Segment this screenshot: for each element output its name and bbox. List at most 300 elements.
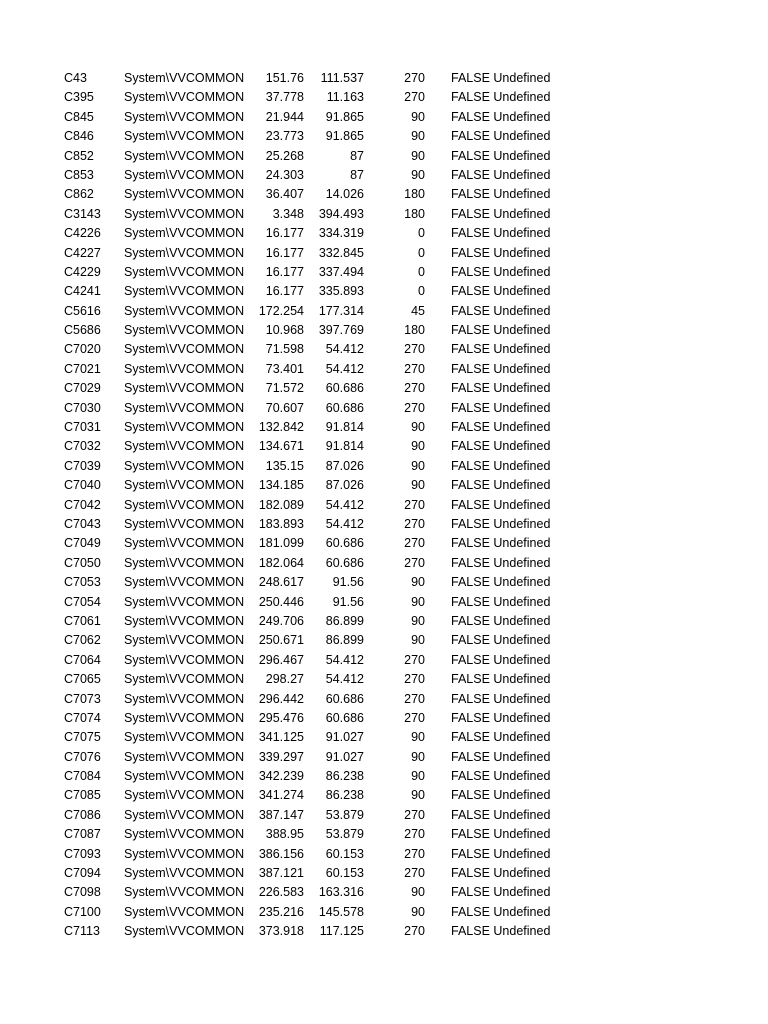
designator-cell: C7020 bbox=[64, 342, 101, 357]
table-row bbox=[0, 302, 768, 321]
table-row bbox=[0, 263, 768, 282]
y-cell: 60.686 bbox=[325, 381, 364, 396]
path-cell: System\VVCOMMON bbox=[124, 807, 244, 822]
status-value: Undefined bbox=[493, 226, 551, 241]
x-cell: 341.274 bbox=[258, 788, 304, 803]
path-cell: System\VVCOMMON bbox=[124, 904, 244, 919]
table-row bbox=[0, 69, 768, 88]
status-value: Undefined bbox=[493, 129, 551, 144]
x-cell: 10.968 bbox=[265, 323, 304, 338]
rotation-cell: 90 bbox=[411, 109, 425, 124]
rotation-cell: 90 bbox=[411, 167, 425, 182]
status-value: Undefined bbox=[493, 710, 551, 725]
x-cell: 388.95 bbox=[265, 827, 304, 842]
path-cell: System\VVCOMMON bbox=[124, 516, 244, 531]
status-value: Undefined bbox=[493, 400, 551, 415]
status-value: Undefined bbox=[493, 303, 551, 318]
designator-cell: C7074 bbox=[64, 710, 101, 725]
x-cell: 342.239 bbox=[258, 769, 304, 784]
flag-cell bbox=[451, 360, 550, 379]
x-cell: 71.598 bbox=[265, 342, 304, 357]
designator-cell: C7054 bbox=[64, 594, 101, 609]
table-row bbox=[0, 845, 768, 864]
table-row bbox=[0, 224, 768, 243]
rotation-cell: 90 bbox=[411, 769, 425, 784]
path-cell: System\VVCOMMON bbox=[124, 206, 244, 221]
rotation-cell: 0 bbox=[418, 245, 425, 260]
table-row bbox=[0, 166, 768, 185]
x-cell: 16.177 bbox=[265, 284, 304, 299]
table-row bbox=[0, 748, 768, 767]
flag-value: FALSE bbox=[451, 866, 490, 881]
path-cell: System\VVCOMMON bbox=[124, 264, 244, 279]
designator-cell: C7030 bbox=[64, 400, 101, 415]
flag-cell bbox=[451, 185, 550, 204]
table-row bbox=[0, 806, 768, 825]
rotation-cell: 270 bbox=[404, 381, 425, 396]
flag-value: FALSE bbox=[451, 924, 490, 939]
flag-cell bbox=[451, 825, 550, 844]
x-cell: 248.617 bbox=[258, 575, 304, 590]
y-cell: 177.314 bbox=[318, 303, 364, 318]
flag-value: FALSE bbox=[451, 206, 490, 221]
flag-value: FALSE bbox=[451, 264, 490, 279]
path-cell: System\VVCOMMON bbox=[124, 497, 244, 512]
rotation-cell: 0 bbox=[418, 284, 425, 299]
y-cell: 54.412 bbox=[325, 361, 364, 376]
table-row bbox=[0, 593, 768, 612]
table-row bbox=[0, 612, 768, 631]
rotation-cell: 90 bbox=[411, 730, 425, 745]
y-cell: 91.56 bbox=[332, 594, 364, 609]
status-value: Undefined bbox=[493, 187, 551, 202]
flag-value: FALSE bbox=[451, 148, 490, 163]
designator-cell: C7050 bbox=[64, 555, 101, 570]
y-cell: 60.686 bbox=[325, 400, 364, 415]
flag-cell bbox=[451, 418, 550, 437]
flag-cell bbox=[451, 457, 550, 476]
path-cell: System\VVCOMMON bbox=[124, 827, 244, 842]
flag-value: FALSE bbox=[451, 71, 490, 85]
y-cell: 332.845 bbox=[318, 245, 364, 260]
table-row bbox=[0, 786, 768, 805]
designator-cell: C7064 bbox=[64, 652, 101, 667]
x-cell: 73.401 bbox=[265, 361, 304, 376]
flag-cell bbox=[451, 476, 550, 495]
path-cell: System\VVCOMMON bbox=[124, 342, 244, 357]
flag-cell bbox=[451, 321, 550, 340]
status-value: Undefined bbox=[493, 691, 551, 706]
rotation-cell: 270 bbox=[404, 90, 425, 105]
rotation-cell: 90 bbox=[411, 458, 425, 473]
designator-cell: C3143 bbox=[64, 206, 101, 221]
x-cell: 134.671 bbox=[258, 439, 304, 454]
path-cell: System\VVCOMMON bbox=[124, 555, 244, 570]
flag-cell bbox=[451, 302, 550, 321]
status-value: Undefined bbox=[493, 148, 551, 163]
flag-value: FALSE bbox=[451, 788, 490, 803]
x-cell: 387.121 bbox=[258, 866, 304, 881]
designator-cell: C7073 bbox=[64, 691, 101, 706]
table-row bbox=[0, 108, 768, 127]
flag-value: FALSE bbox=[451, 807, 490, 822]
flag-cell bbox=[451, 399, 550, 418]
path-cell: System\VVCOMMON bbox=[124, 749, 244, 764]
rotation-cell: 0 bbox=[418, 226, 425, 241]
status-value: Undefined bbox=[493, 866, 551, 881]
y-cell: 87 bbox=[350, 167, 364, 182]
flag-cell bbox=[451, 864, 550, 883]
table-row bbox=[0, 903, 768, 922]
flag-value: FALSE bbox=[451, 749, 490, 764]
flag-value: FALSE bbox=[451, 245, 490, 260]
table-row bbox=[0, 690, 768, 709]
rotation-cell: 90 bbox=[411, 575, 425, 590]
designator-cell: C43 bbox=[64, 71, 87, 85]
status-value: Undefined bbox=[493, 71, 551, 85]
flag-cell bbox=[451, 612, 550, 631]
designator-cell: C4241 bbox=[64, 284, 101, 299]
path-cell: System\VVCOMMON bbox=[124, 439, 244, 454]
designator-cell: C846 bbox=[64, 129, 94, 144]
table-row bbox=[0, 282, 768, 301]
path-cell: System\VVCOMMON bbox=[124, 187, 244, 202]
flag-value: FALSE bbox=[451, 633, 490, 648]
path-cell: System\VVCOMMON bbox=[124, 788, 244, 803]
y-cell: 91.56 bbox=[332, 575, 364, 590]
path-cell: System\VVCOMMON bbox=[124, 90, 244, 105]
flag-cell bbox=[451, 651, 550, 670]
x-cell: 16.177 bbox=[265, 226, 304, 241]
y-cell: 87.026 bbox=[325, 458, 364, 473]
table-row bbox=[0, 244, 768, 263]
y-cell: 60.686 bbox=[325, 691, 364, 706]
path-cell: System\VVCOMMON bbox=[124, 361, 244, 376]
rotation-cell: 90 bbox=[411, 749, 425, 764]
rotation-cell: 270 bbox=[404, 652, 425, 667]
status-value: Undefined bbox=[493, 924, 551, 939]
flag-value: FALSE bbox=[451, 769, 490, 784]
y-cell: 60.686 bbox=[325, 536, 364, 551]
rotation-cell: 270 bbox=[404, 516, 425, 531]
flag-cell bbox=[451, 147, 550, 166]
flag-cell bbox=[451, 631, 550, 650]
status-value: Undefined bbox=[493, 807, 551, 822]
status-value: Undefined bbox=[493, 594, 551, 609]
y-cell: 54.412 bbox=[325, 516, 364, 531]
table-row bbox=[0, 534, 768, 553]
x-cell: 298.27 bbox=[265, 672, 304, 687]
y-cell: 60.153 bbox=[325, 866, 364, 881]
flag-cell bbox=[451, 786, 550, 805]
table-row bbox=[0, 399, 768, 418]
table-row bbox=[0, 554, 768, 573]
x-cell: 37.778 bbox=[265, 90, 304, 105]
designator-cell: C852 bbox=[64, 148, 94, 163]
designator-cell: C4227 bbox=[64, 245, 101, 260]
status-value: Undefined bbox=[493, 420, 551, 435]
y-cell: 53.879 bbox=[325, 827, 364, 842]
table-row bbox=[0, 205, 768, 224]
status-value: Undefined bbox=[493, 904, 551, 919]
y-cell: 163.316 bbox=[318, 885, 364, 900]
table-row bbox=[0, 476, 768, 495]
y-cell: 53.879 bbox=[325, 807, 364, 822]
flag-value: FALSE bbox=[451, 827, 490, 842]
y-cell: 54.412 bbox=[325, 652, 364, 667]
spreadsheet-table bbox=[0, 69, 768, 942]
rotation-cell: 90 bbox=[411, 478, 425, 493]
x-cell: 24.303 bbox=[265, 167, 304, 182]
x-cell: 21.944 bbox=[265, 109, 304, 124]
x-cell: 250.446 bbox=[258, 594, 304, 609]
y-cell: 60.686 bbox=[325, 555, 364, 570]
rotation-cell: 270 bbox=[404, 497, 425, 512]
y-cell: 86.899 bbox=[325, 613, 364, 628]
designator-cell: C7031 bbox=[64, 420, 101, 435]
rotation-cell: 270 bbox=[404, 361, 425, 376]
flag-cell bbox=[451, 379, 550, 398]
designator-cell: C7098 bbox=[64, 885, 101, 900]
path-cell: System\VVCOMMON bbox=[124, 633, 244, 648]
flag-cell bbox=[451, 670, 550, 689]
table-row bbox=[0, 670, 768, 689]
designator-cell: C7029 bbox=[64, 381, 101, 396]
status-value: Undefined bbox=[493, 439, 551, 454]
status-value: Undefined bbox=[493, 749, 551, 764]
rotation-cell: 90 bbox=[411, 885, 425, 900]
status-value: Undefined bbox=[493, 361, 551, 376]
table-row bbox=[0, 883, 768, 902]
y-cell: 91.027 bbox=[325, 730, 364, 745]
flag-cell bbox=[451, 282, 550, 301]
flag-cell bbox=[451, 205, 550, 224]
y-cell: 60.686 bbox=[325, 710, 364, 725]
flag-cell bbox=[451, 108, 550, 127]
status-value: Undefined bbox=[493, 458, 551, 473]
path-cell: System\VVCOMMON bbox=[124, 284, 244, 299]
flag-value: FALSE bbox=[451, 400, 490, 415]
table-row bbox=[0, 864, 768, 883]
status-value: Undefined bbox=[493, 342, 551, 357]
flag-cell bbox=[451, 573, 550, 592]
x-cell: 25.268 bbox=[265, 148, 304, 163]
table-row bbox=[0, 515, 768, 534]
rotation-cell: 90 bbox=[411, 613, 425, 628]
flag-cell bbox=[451, 709, 550, 728]
flag-cell bbox=[451, 263, 550, 282]
rotation-cell: 270 bbox=[404, 555, 425, 570]
status-value: Undefined bbox=[493, 478, 551, 493]
flag-cell bbox=[451, 496, 550, 515]
y-cell: 14.026 bbox=[325, 187, 364, 202]
designator-cell: C4229 bbox=[64, 264, 101, 279]
flag-value: FALSE bbox=[451, 381, 490, 396]
status-value: Undefined bbox=[493, 575, 551, 590]
designator-cell: C853 bbox=[64, 167, 94, 182]
flag-cell bbox=[451, 728, 550, 747]
designator-cell: C7076 bbox=[64, 749, 101, 764]
flag-value: FALSE bbox=[451, 129, 490, 144]
flag-cell bbox=[451, 748, 550, 767]
y-cell: 91.865 bbox=[325, 109, 364, 124]
path-cell: System\VVCOMMON bbox=[124, 866, 244, 881]
y-cell: 334.319 bbox=[318, 226, 364, 241]
status-value: Undefined bbox=[493, 613, 551, 628]
rotation-cell: 90 bbox=[411, 129, 425, 144]
table-row bbox=[0, 651, 768, 670]
designator-cell: C7061 bbox=[64, 613, 101, 628]
status-value: Undefined bbox=[493, 672, 551, 687]
flag-cell bbox=[451, 806, 550, 825]
path-cell: System\VVCOMMON bbox=[124, 167, 244, 182]
flag-cell bbox=[451, 922, 550, 941]
status-value: Undefined bbox=[493, 516, 551, 531]
path-cell: System\VVCOMMON bbox=[124, 924, 244, 939]
rotation-cell: 180 bbox=[404, 206, 425, 221]
status-value: Undefined bbox=[493, 885, 551, 900]
flag-cell bbox=[451, 883, 550, 902]
flag-value: FALSE bbox=[451, 904, 490, 919]
flag-cell bbox=[451, 340, 550, 359]
y-cell: 91.814 bbox=[325, 420, 364, 435]
path-cell: System\VVCOMMON bbox=[124, 245, 244, 260]
x-cell: 295.476 bbox=[258, 710, 304, 725]
x-cell: 373.918 bbox=[258, 924, 304, 939]
status-value: Undefined bbox=[493, 555, 551, 570]
x-cell: 386.156 bbox=[258, 846, 304, 861]
status-value: Undefined bbox=[493, 652, 551, 667]
designator-cell: C7087 bbox=[64, 827, 101, 842]
path-cell: System\VVCOMMON bbox=[124, 536, 244, 551]
designator-cell: C7062 bbox=[64, 633, 101, 648]
rotation-cell: 90 bbox=[411, 148, 425, 163]
flag-value: FALSE bbox=[451, 652, 490, 667]
path-cell: System\VVCOMMON bbox=[124, 71, 244, 85]
x-cell: 235.216 bbox=[258, 904, 304, 919]
x-cell: 36.407 bbox=[265, 187, 304, 202]
table-row bbox=[0, 185, 768, 204]
status-value: Undefined bbox=[493, 633, 551, 648]
flag-value: FALSE bbox=[451, 536, 490, 551]
x-cell: 16.177 bbox=[265, 245, 304, 260]
path-cell: System\VVCOMMON bbox=[124, 323, 244, 338]
flag-value: FALSE bbox=[451, 478, 490, 493]
table-row bbox=[0, 457, 768, 476]
table-row bbox=[0, 321, 768, 340]
flag-value: FALSE bbox=[451, 846, 490, 861]
path-cell: System\VVCOMMON bbox=[124, 691, 244, 706]
x-cell: 3.348 bbox=[272, 206, 304, 221]
flag-cell bbox=[451, 515, 550, 534]
x-cell: 132.842 bbox=[258, 420, 304, 435]
y-cell: 397.769 bbox=[318, 323, 364, 338]
x-cell: 182.089 bbox=[258, 497, 304, 512]
x-cell: 296.442 bbox=[258, 691, 304, 706]
status-value: Undefined bbox=[493, 323, 551, 338]
x-cell: 135.15 bbox=[265, 458, 304, 473]
flag-value: FALSE bbox=[451, 672, 490, 687]
x-cell: 296.467 bbox=[258, 652, 304, 667]
flag-cell bbox=[451, 69, 550, 88]
x-cell: 70.607 bbox=[265, 400, 304, 415]
rotation-cell: 270 bbox=[404, 807, 425, 822]
y-cell: 54.412 bbox=[325, 672, 364, 687]
x-cell: 181.099 bbox=[258, 536, 304, 551]
path-cell: System\VVCOMMON bbox=[124, 846, 244, 861]
path-cell: System\VVCOMMON bbox=[124, 575, 244, 590]
flag-value: FALSE bbox=[451, 885, 490, 900]
flag-value: FALSE bbox=[451, 226, 490, 241]
rotation-cell: 270 bbox=[404, 866, 425, 881]
designator-cell: C7084 bbox=[64, 769, 101, 784]
flag-value: FALSE bbox=[451, 497, 490, 512]
rotation-cell: 270 bbox=[404, 691, 425, 706]
path-cell: System\VVCOMMON bbox=[124, 400, 244, 415]
designator-cell: C7053 bbox=[64, 575, 101, 590]
x-cell: 71.572 bbox=[265, 381, 304, 396]
x-cell: 134.185 bbox=[258, 478, 304, 493]
flag-cell bbox=[451, 534, 550, 553]
flag-value: FALSE bbox=[451, 303, 490, 318]
flag-value: FALSE bbox=[451, 361, 490, 376]
table-row bbox=[0, 631, 768, 650]
rotation-cell: 0 bbox=[418, 264, 425, 279]
path-cell: System\VVCOMMON bbox=[124, 148, 244, 163]
rotation-cell: 180 bbox=[404, 323, 425, 338]
path-cell: System\VVCOMMON bbox=[124, 109, 244, 124]
y-cell: 87 bbox=[350, 148, 364, 163]
designator-cell: C7085 bbox=[64, 788, 101, 803]
designator-cell: C7040 bbox=[64, 478, 101, 493]
rotation-cell: 90 bbox=[411, 420, 425, 435]
path-cell: System\VVCOMMON bbox=[124, 652, 244, 667]
table-row bbox=[0, 418, 768, 437]
status-value: Undefined bbox=[493, 90, 551, 105]
status-value: Undefined bbox=[493, 284, 551, 299]
x-cell: 151.76 bbox=[265, 71, 304, 85]
table-row bbox=[0, 573, 768, 592]
designator-cell: C4226 bbox=[64, 226, 101, 241]
flag-value: FALSE bbox=[451, 167, 490, 182]
designator-cell: C7113 bbox=[64, 924, 100, 939]
rotation-cell: 270 bbox=[404, 536, 425, 551]
designator-cell: C845 bbox=[64, 109, 94, 124]
x-cell: 341.125 bbox=[258, 730, 304, 745]
table-row bbox=[0, 88, 768, 107]
flag-value: FALSE bbox=[451, 575, 490, 590]
rotation-cell: 90 bbox=[411, 788, 425, 803]
designator-cell: C7049 bbox=[64, 536, 101, 551]
designator-cell: C7043 bbox=[64, 516, 101, 531]
path-cell: System\VVCOMMON bbox=[124, 381, 244, 396]
y-cell: 11.163 bbox=[326, 90, 364, 105]
x-cell: 16.177 bbox=[265, 264, 304, 279]
path-cell: System\VVCOMMON bbox=[124, 613, 244, 628]
path-cell: System\VVCOMMON bbox=[124, 226, 244, 241]
y-cell: 111.537 bbox=[320, 71, 364, 85]
x-cell: 339.297 bbox=[258, 749, 304, 764]
rotation-cell: 90 bbox=[411, 633, 425, 648]
status-value: Undefined bbox=[493, 769, 551, 784]
path-cell: System\VVCOMMON bbox=[124, 458, 244, 473]
flag-value: FALSE bbox=[451, 420, 490, 435]
rotation-cell: 270 bbox=[404, 846, 425, 861]
y-cell: 54.412 bbox=[325, 342, 364, 357]
rotation-cell: 270 bbox=[404, 710, 425, 725]
designator-cell: C7032 bbox=[64, 439, 101, 454]
flag-value: FALSE bbox=[451, 458, 490, 473]
